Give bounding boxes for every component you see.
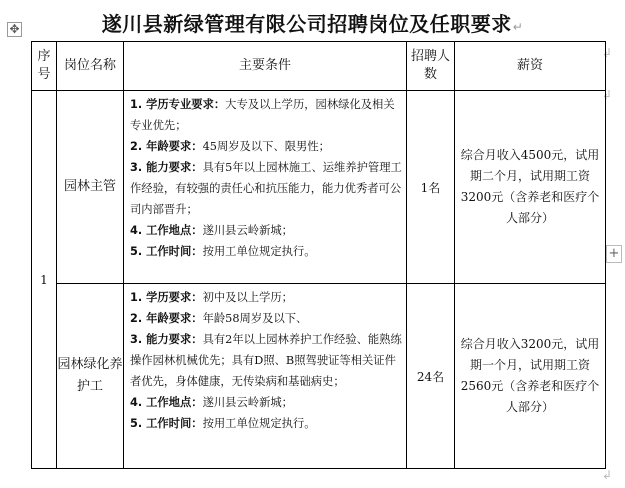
number-cell: 1名 xyxy=(407,91,455,284)
position-cell: 园林主管 xyxy=(57,91,124,284)
header-number: 招聘人数 xyxy=(407,42,455,91)
header-conditions: 主要条件 xyxy=(124,42,407,91)
condition-line: 3. 能力要求：具有5年以上园林施工、运维养护管理工作经验，有较强的责任心和抗压能力，能力优秀者可公司内部晋升； xyxy=(130,161,402,216)
header-seq: 序号 xyxy=(32,42,57,91)
header-position: 岗位名称 xyxy=(57,42,124,91)
number-cell: 24名 xyxy=(407,284,455,469)
condition-line: 3. 能力要求：具有2年以上园林养护工作经验、能熟练操作园林机械优先；具有D照、B照驾驶证等相关证件者优先，身体健康，无传染病和基础病史； xyxy=(130,333,402,388)
salary-cell: 综合月收入4500元，试用期二个月，试用期工资3200元（含养老和医疗个人部分） xyxy=(455,91,606,284)
recruitment-table xyxy=(31,41,606,469)
table-row xyxy=(32,284,606,469)
header-row xyxy=(32,42,606,91)
end-of-row-mark-icon: ↲ xyxy=(602,468,613,482)
condition-line: 4. 工作地点：遂川县云岭新城； xyxy=(130,396,293,409)
paragraph-mark: ↵ xyxy=(512,20,524,34)
header-salary: 薪资 xyxy=(455,42,606,91)
position-cell: 园林绿化养护工 xyxy=(57,284,124,469)
end-of-row-mark-icon: ↲ xyxy=(602,88,613,102)
conditions-cell xyxy=(124,284,407,469)
condition-line: 5. 工作时间：按用工单位规定执行。 xyxy=(130,245,316,258)
table-move-handle-icon[interactable]: ✥ xyxy=(7,22,22,37)
sequence-cell: 1 xyxy=(32,91,57,469)
table-row xyxy=(32,91,606,284)
salary-cell: 综合月收入3200元，试用期一个月，试用期工资2560元（含养老和医疗个人部分） xyxy=(455,284,606,469)
end-of-row-mark-icon: ↲ xyxy=(602,46,613,60)
condition-line: 4. 工作地点：遂川县云岭新城； xyxy=(130,224,293,237)
conditions-cell xyxy=(124,91,407,284)
condition-line: 2. 年龄要求：年龄58周岁及以下、 xyxy=(130,312,308,325)
condition-line: 1. 学历要求：初中及以上学历； xyxy=(130,291,293,304)
page-title: 遂川县新绿管理有限公司招聘岗位及任职要求↵ xyxy=(101,12,524,36)
condition-line: 5. 工作时间：按用工单位规定执行。 xyxy=(130,417,316,430)
condition-line: 1. 学历专业要求：大专及以上学历，园林绿化及相关专业优先； xyxy=(130,98,395,132)
condition-line: 2. 年龄要求：45周岁及以下、限男性； xyxy=(130,140,330,153)
insert-row-icon[interactable]: + xyxy=(606,245,622,263)
